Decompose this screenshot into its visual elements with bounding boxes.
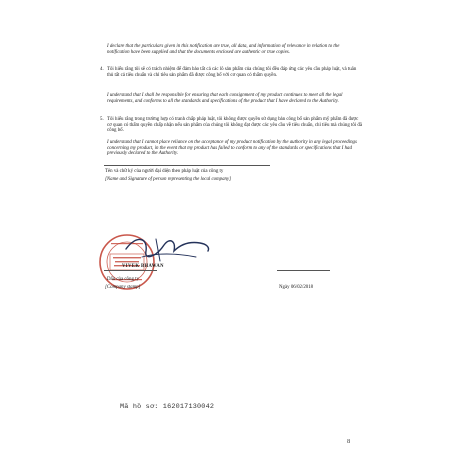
stamp-rule [104,270,157,271]
item-5-english: I understand that I cannot place reliance on the acceptance of my product notification by the authority in any legal proceedings concerning my product, in the event that my product has failed to conform to any of the standards or specifications that I had previously declared to the Authority. [107,140,357,156]
date-rule [277,270,330,271]
dossier-code: Mã hồ sơ: 162017130042 [120,403,215,411]
item-4-vietnamese: Tôi hiểu rằng tôi sẽ có trách nhiệm để đảm bảo tất cả các lô sản phẩm của chúng tôi đều đáp ứng các yêu cầu pháp luật, và tuân thủ tất cả tiêu chuẩn và chỉ tiêu sản phẩm đã được công bố với cơ quan có thẩm quyền. [107,67,357,78]
divider-line [104,165,270,166]
item-4-english: I understand that I shall be responsible for ensuring that each consignment of my product continues to meet all the legal requirements, and conforms to all the standards and specifications of the product that I have declared to the Authority. [107,93,343,104]
stamp-label-vi: Dấu của công ty [107,277,139,282]
date-text: Ngày 06/02/2018 [279,285,314,290]
item-5-number: 5. [100,117,104,122]
stamp-label-en: [Company stamp] [105,285,141,290]
declaration-text: I declare that the particulars given in this notification are true, all data, and information of relevance in relation to the notification have been supplied and that the documents enclosed are authentic or true copies. [107,44,340,55]
signer-name: VIVEK BHAWAN [122,264,164,269]
item-4-number: 4. [100,67,104,72]
item-5-vietnamese: Tôi hiểu rằng trong trường hợp có tranh chấp pháp luật, tôi không được quyền sử dụng bản công bố sản phẩm mỹ phẩm đã được cơ quan có thẩm quyền chấp nhận nếu sản phẩm của chúng tôi không đạt được các yêu cầu về tiêu chuẩn, chỉ tiêu mà chúng tôi đã công bố. [107,117,362,133]
signature-label-vi: Tên và chữ ký của người đại diện theo pháp luật của công ty [105,169,224,174]
signature-label-en: [Name and Signature of person representing the local company] [105,177,232,182]
page-number: 8 [347,438,351,445]
